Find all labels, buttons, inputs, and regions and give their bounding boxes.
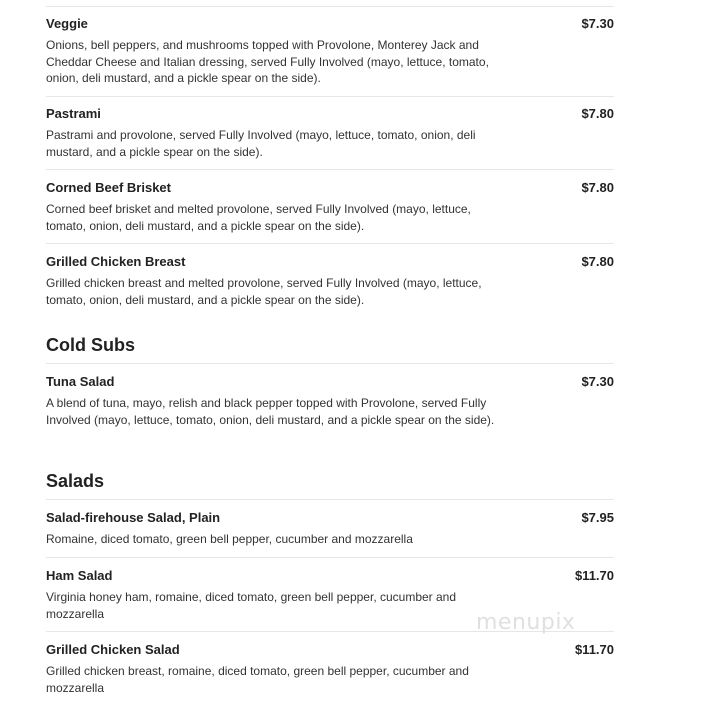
item-price: $11.70 [574,642,614,657]
item-price: $7.80 [581,254,614,269]
item-price: $7.30 [581,16,614,31]
item-description: Grilled chicken breast, romaine, diced tomato, green bell pepper, cucumber and mozzarella [46,664,469,695]
item-price: $11.70 [574,568,614,583]
item-name: Grilled Chicken Salad [46,642,180,657]
item-description: Corned beef brisket and melted provolone, served Fully Involved (mayo, lettuce, tomato, onion, deli mustard, and a pickle spear on the side). [46,202,471,233]
item-description: Pastrami and provolone, served Fully Involved (mayo, lettuce, tomato, onion, deli mustard, and a pickle spear on the side). [46,128,476,159]
menu-item-corned-beef-brisket [46,180,614,236]
item-description: Romaine, diced tomato, green bell pepper, cucumber and mozzarella [46,532,413,546]
item-description: Grilled chicken breast and melted provolone, served Fully Involved (mayo, lettuce, tomato, onion, deli mustard, and a pickle spear on the side). [46,276,482,307]
item-name: Tuna Salad [46,374,115,389]
item-name: Corned Beef Brisket [46,180,171,195]
item-price: $7.30 [581,374,614,389]
item-description: A blend of tuna, mayo, relish and black pepper topped with Provolone, served Fully Involved (mayo, lettuce, tomato, onion, deli mustard, and a pickle spear on the side). [46,396,495,427]
section-title-cold-subs: Cold Subs [46,335,135,355]
item-name: Grilled Chicken Breast [46,254,186,269]
menu-item-pastrami [46,106,614,162]
top-divider [46,6,614,7]
item-divider [46,169,614,170]
item-description: Onions, bell peppers, and mushrooms topped with Provolone, Monterey Jack and Cheddar Cheese and Italian dressing, served Fully Involved (mayo, lettuce, tomato, onion, deli mustard, and a pickle spear on the side). [46,38,489,85]
section-title-salads: Salads [46,471,105,491]
item-name: Veggie [46,16,88,31]
section-divider [46,499,614,500]
section-divider [46,363,614,364]
item-divider [46,243,614,244]
item-name: Ham Salad [46,568,113,583]
item-price: $7.80 [581,180,614,195]
menu-item-tuna-salad [46,374,614,446]
menu-item-grilled-chicken-salad [46,642,614,698]
item-name: Salad-firehouse Salad, Plain [46,510,221,525]
item-description: Virginia honey ham, romaine, diced tomato, green bell pepper, cucumber and mozzarella [46,590,457,621]
item-name: Pastrami [46,106,101,121]
menu-item-veggie [46,16,614,86]
item-divider [46,96,614,97]
menu-item-firehouse-salad [46,510,614,550]
item-divider [46,557,614,558]
menu-item-grilled-chicken-breast [46,254,614,310]
item-price: $7.80 [581,106,614,121]
item-price: $7.95 [581,510,614,525]
watermark-logo: menupix [476,610,576,635]
